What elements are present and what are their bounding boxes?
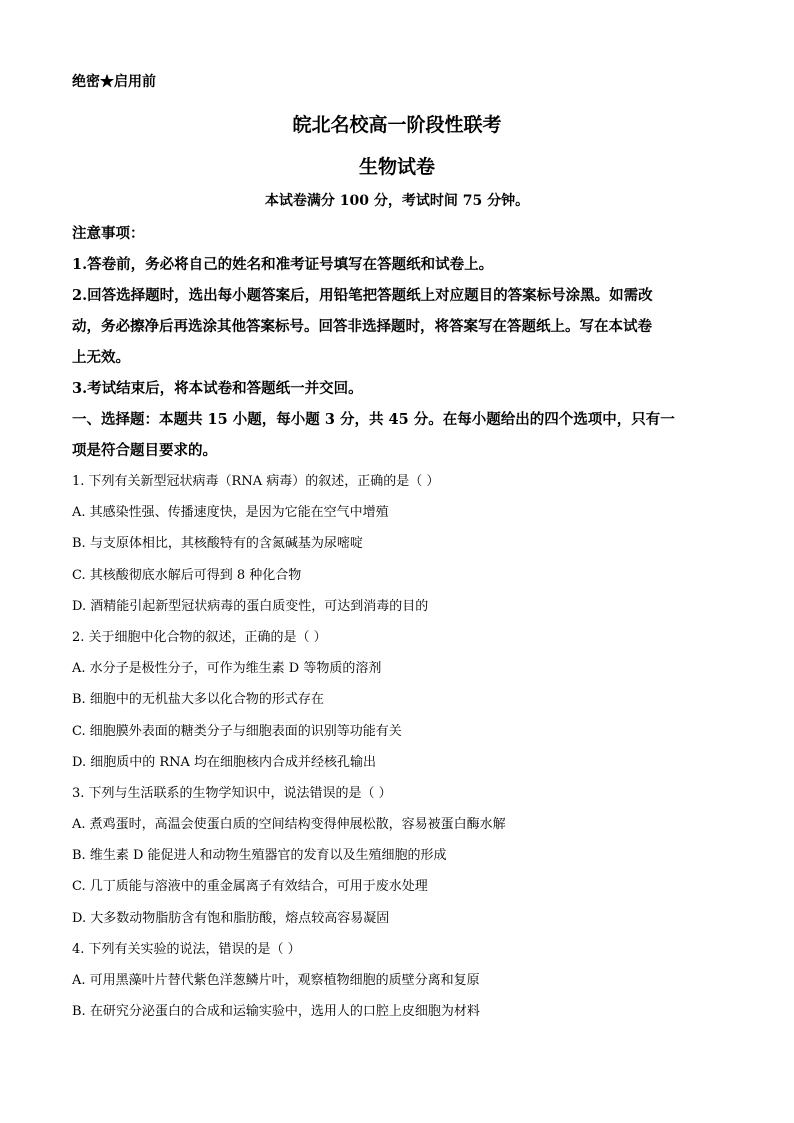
question-option: A. 煮鸡蛋时，高温会使蛋白质的空间结构变得伸展松散，容易被蛋白酶水解	[72, 817, 506, 833]
question-list	[72, 466, 732, 1027]
question-option: C. 细胞膜外表面的糖类分子与细胞表面的识别等功能有关	[72, 723, 402, 739]
section-heading-line: 项是符合题目要求的。	[72, 442, 217, 459]
question-option: D. 酒精能引起新型冠状病毒的蛋白质变性，可达到消毒的目的	[72, 598, 429, 614]
question-option: C. 其核酸彻底水解后可得到 8 种化合物	[72, 567, 302, 583]
question-option: B. 维生素 D 能促进人和动物生殖器官的发育以及生殖细胞的形成	[72, 848, 447, 864]
confidential-mark: 绝密★启用前	[72, 74, 156, 90]
question-option: B. 细胞中的无机盐大多以化合物的形式存在	[72, 692, 324, 708]
question-option: A. 其感染性强、传播速度快，是因为它能在空气中增殖	[72, 505, 389, 521]
notice-title: 注意事项：	[72, 225, 145, 242]
subject-title: 生物试卷	[358, 156, 435, 178]
exam-title: 皖北名校高一阶段性联考	[292, 114, 502, 136]
notice-line: 1.答卷前，务必将自己的姓名和准考证号填写在答题纸和试卷上。	[72, 256, 494, 273]
question-option: D. 大多数动物脂肪含有饱和脂肪酸，熔点较高容易凝固	[72, 910, 390, 926]
notice-line: 上无效。	[72, 349, 130, 366]
question-option: A. 可用黑藻叶片替代紫色洋葱鳞片叶，观察植物细胞的质壁分离和复原	[72, 973, 480, 988]
section-heading	[72, 404, 724, 466]
notice-line: 3.考试结束后，将本试卷和答题纸一并交回。	[72, 380, 363, 397]
question-stem: 3. 下列与生活联系的生物学知识中，说法错误的是（ ）	[72, 785, 392, 801]
question-option: A. 水分子是极性分子，可作为维生素 D 等物质的溶剂	[72, 661, 382, 677]
exam-info: 本试卷满分 100 分，考试时间 75 分钟。	[264, 193, 530, 209]
question-option: B. 与支原体相比，其核酸特有的含氮碱基为尿嘧啶	[72, 536, 363, 552]
notice-line: 动，务必擦净后再选涂其他答案标号。回答非选择题时，将答案写在答题纸上。写在本试卷	[72, 318, 652, 335]
question-stem: 4. 下列有关实验的说法，错误的是（ ）	[72, 941, 301, 957]
question-option: D. 细胞质中的 RNA 均在细胞核内合成并经核孔输出	[72, 754, 377, 770]
question-stem: 2. 关于细胞中化合物的叙述，正确的是（ ）	[72, 629, 327, 645]
question-stem: 1. 下列有关新型冠状病毒（RNA 病毒）的叙述，正确的是（ ）	[72, 474, 440, 489]
notice-line: 2.回答选择题时，选出每小题答案后，用铅笔把答题纸上对应题目的答案标号涂黑。如需改	[72, 287, 653, 304]
question-option: C. 几丁质能与溶液中的重金属离子有效结合，可用于废水处理	[72, 879, 428, 895]
section-heading-line: 一、选择题：本题共 15 小题，每小题 3 分，共 45 分。在每小题给出的四个选项中，只有一	[72, 411, 675, 428]
question-option: B. 在研究分泌蛋白的合成和运输实验中，选用人的口腔上皮细胞为材料	[72, 1004, 480, 1020]
notice-section	[72, 218, 724, 404]
